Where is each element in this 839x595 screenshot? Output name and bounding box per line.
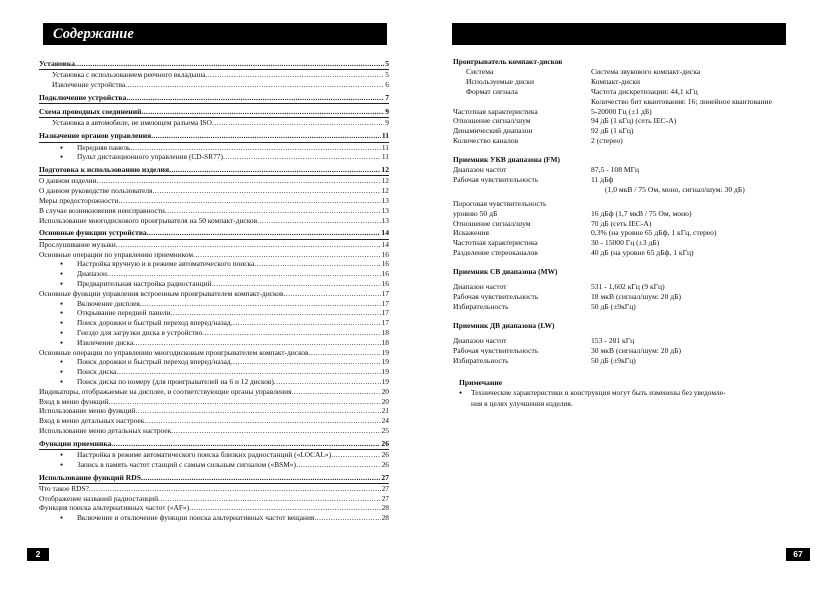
- toc-page-number: 11: [381, 152, 389, 162]
- toc-entry: [39, 206, 389, 216]
- fm-spec-list: [453, 165, 813, 185]
- toc-entry: [39, 240, 389, 250]
- spec-label-text: Количество каналов: [453, 136, 519, 146]
- spec-label: [453, 87, 591, 97]
- spec-label-text: Используемые диски: [466, 76, 535, 86]
- toc-page-number: 11: [381, 131, 389, 141]
- dot-leader: [151, 131, 381, 141]
- note-line: [453, 399, 813, 409]
- spec-label-text: Диапазон частот: [453, 282, 507, 292]
- toc-entry-text: Основные функции управления встроенным проигрывателем компакт-дисков: [39, 288, 284, 298]
- spacer: [453, 365, 813, 377]
- spec-label-text: Формат сигнала: [466, 86, 518, 96]
- toc-entry-text: Функции приемника: [39, 438, 112, 448]
- dot-leader: [89, 484, 381, 494]
- mw-section-heading: Приемник СВ диапазона (MW): [453, 267, 558, 277]
- toc-page-number: 28: [381, 513, 389, 523]
- fm-sensitivity-continuation: (1,0 мкВ / 75 Ом, моно, сигнал/шум: 30 дБ): [605, 184, 745, 194]
- toc-entry: [39, 118, 389, 128]
- dot-leader: [189, 503, 381, 513]
- toc-page-number: 5: [385, 70, 389, 80]
- toc-entry: [39, 269, 389, 279]
- dot-leader: [141, 473, 380, 483]
- spec-value: 5-20000 Гц (±1 дБ): [591, 106, 652, 116]
- toc-entry-text: ● Включение дисплея: [62, 299, 140, 309]
- toc-entry: [39, 80, 389, 90]
- specs-title-bar: [452, 23, 786, 45]
- toc-page-number: 11: [381, 142, 389, 152]
- toc-entry: [39, 143, 389, 153]
- toc-entry-text: ● Поиск дорожки и быстрый переход вперед/назад: [62, 357, 231, 367]
- dot-leader: [118, 196, 380, 206]
- spec-row: [453, 282, 813, 292]
- spec-row: [453, 165, 813, 175]
- bullet-icon: ●: [459, 391, 463, 397]
- note-text-2: ния в целях улучшения изделия.: [471, 399, 573, 409]
- toc-page-number: 16: [381, 249, 389, 259]
- toc-entry-text: Назначение органов управления: [39, 131, 152, 141]
- spec-value: 94 дБ (1 кГц) (сеть IEC-A): [591, 116, 677, 126]
- spec-value: 50 дБ (±9кГц): [591, 355, 636, 365]
- dot-leader: [292, 387, 381, 397]
- spec-value: 0,3% (на уровне 65 дБф, 1 кГц, стерео): [591, 228, 717, 238]
- dot-leader: [202, 328, 380, 338]
- toc-page-number: 24: [381, 416, 389, 426]
- spec-label-text: Диапазон частот: [453, 165, 507, 175]
- toc-entry: [39, 348, 389, 358]
- dot-leader: [125, 80, 384, 90]
- spec-value: Количество бит квантования: 16; линейное квантование: [591, 96, 772, 106]
- toc-page-number: 28: [381, 503, 389, 513]
- spec-row: [453, 219, 813, 229]
- dot-leader: [231, 318, 381, 328]
- spec-value: 40 дБ (на уровне 65 дБф, 1 кГц): [591, 248, 694, 258]
- toc-entry: [39, 176, 389, 186]
- toc-page-number: 16: [381, 259, 389, 269]
- toc-page-number: 9: [385, 107, 389, 117]
- toc-page-number: 14: [381, 239, 389, 249]
- toc-entry-text: Вход в меню функций: [39, 396, 109, 406]
- toc-section: [39, 59, 389, 69]
- spec-row: [453, 77, 813, 87]
- toc-entry: [39, 503, 389, 513]
- spec-label: [453, 136, 591, 146]
- right-page: [420, 0, 839, 595]
- spec-row: [453, 228, 813, 238]
- spec-label-text: Отношение сигнал/шум: [453, 116, 531, 126]
- spec-row: [453, 336, 813, 346]
- toc-page-number: 19: [381, 347, 389, 357]
- dot-leader: [171, 426, 380, 436]
- cd-spec-list: [453, 67, 813, 146]
- dot-leader: [296, 460, 381, 470]
- dot-leader: [308, 348, 380, 358]
- toc-entry-text: В случае возникновения неисправности: [39, 205, 165, 215]
- spec-row: [453, 356, 813, 366]
- toc-entry: [39, 279, 389, 289]
- toc-entry-text: ● Передняя панель: [62, 143, 130, 153]
- section-rule: [39, 103, 389, 104]
- toc-section: [39, 228, 389, 238]
- spec-value: 50 дБ (±9кГц): [591, 301, 636, 311]
- dot-leader: [136, 406, 381, 416]
- toc-entry-text: Использование многодискового проигрывателя на 50 компакт-дисков: [39, 215, 258, 225]
- toc-entry-text: ● Предварительная настройка радиостанций: [62, 279, 211, 289]
- toc-entry: [39, 196, 389, 206]
- spec-row: [453, 97, 813, 107]
- dot-leader: [75, 59, 384, 69]
- dot-leader: [257, 216, 381, 226]
- toc-entry: [39, 426, 389, 436]
- dot-leader: [152, 186, 380, 196]
- spec-label: [453, 175, 591, 185]
- spec-label-text: Избирательность: [453, 301, 509, 311]
- dot-leader: [331, 450, 381, 460]
- dot-leader: [211, 279, 380, 289]
- toc-entry: [39, 318, 389, 328]
- toc-entry-text: ● Пульт дистанционного управления (CD-SR77): [62, 152, 223, 162]
- spec-value: Частота дискретизации: 44,1 кГц: [591, 86, 698, 96]
- dot-leader: [274, 377, 381, 387]
- dot-leader: [212, 118, 384, 128]
- toc-entry-text: Что такое RDS?: [39, 483, 89, 493]
- toc-entry-text: ● Извлечение диска: [62, 338, 133, 348]
- spec-label-text: Рабочая чувствительность: [453, 292, 539, 302]
- toc-entry-text: Меры предосторожности: [39, 196, 119, 206]
- toc-entry-text: Подключение устройства: [39, 92, 127, 102]
- toc-entry-text: Прослушивание музыки: [39, 239, 116, 249]
- spec-row: [453, 302, 813, 312]
- spec-label: [453, 336, 591, 346]
- spec-value: Компакт-диски: [591, 76, 641, 86]
- spec-label: [453, 67, 591, 77]
- toc-page-number: 18: [381, 327, 389, 337]
- spec-value: 70 дБ (сеть IEC-A): [591, 218, 652, 228]
- toc-page-number: 20: [381, 386, 389, 396]
- spec-row: [453, 209, 813, 219]
- toc-entry-text: Установка: [39, 59, 75, 68]
- toc-entry-text: ● Запись в память частот станций с самым сильным сигналом («BSM»): [62, 460, 296, 470]
- spec-label-text: Отношение сигнал/шум: [453, 218, 531, 228]
- spec-row: [453, 67, 813, 77]
- toc-entry-text: О данном изделии: [39, 176, 97, 186]
- spec-row: [453, 175, 813, 185]
- dot-leader: [205, 70, 384, 80]
- dot-leader: [97, 176, 381, 186]
- toc-entry-text: ● Включение и отключение функции поиска альтернативных частот вещания: [62, 513, 314, 523]
- toc-page-number: 26: [381, 449, 389, 459]
- spec-label: [453, 165, 591, 175]
- toc-entry-text: ● Открывание передней панели: [62, 308, 171, 318]
- toc-page-number: 16: [381, 269, 389, 279]
- spec-value: 18 мкВ (сигнал/шум: 20 дБ): [591, 292, 682, 302]
- toc-entry: [39, 460, 389, 470]
- toc-page-number: 20: [381, 396, 389, 406]
- dot-leader: [314, 513, 380, 523]
- toc-entry: [39, 152, 389, 162]
- fm-spec-list-2: [453, 209, 813, 258]
- toc-entry: [39, 367, 389, 377]
- spacer: [453, 146, 813, 154]
- toc-page-number: 6: [385, 80, 389, 90]
- toc-entry-text: Извлечение устройства: [52, 80, 126, 90]
- spec-row: [453, 292, 813, 302]
- toc-entry: [39, 259, 389, 269]
- spec-label: [453, 302, 591, 312]
- toc-entry: [39, 328, 389, 338]
- spec-label: [453, 248, 591, 258]
- toc-page-number: 12: [381, 165, 389, 175]
- spec-label-text: Частотная характеристика: [453, 238, 538, 248]
- spec-label-text: Система: [466, 67, 494, 76]
- spec-row: [453, 248, 813, 258]
- toc-entry: [39, 70, 389, 80]
- toc-entry-text: ● Настройка в режиме автоматического поиска близких радиостанций («LOCAL»): [62, 450, 331, 460]
- dot-leader: [283, 289, 380, 299]
- dot-leader: [107, 269, 381, 279]
- toc-entry: [39, 289, 389, 299]
- toc-entry-text: Основные функции устройства: [39, 228, 147, 238]
- spec-label: [453, 97, 591, 107]
- spec-value: 2 (стерео): [591, 136, 623, 146]
- toc-section: [39, 473, 389, 483]
- toc-entry: [39, 406, 389, 416]
- spec-row: [453, 136, 813, 146]
- spec-label-text: Разделение стереоканалов: [453, 248, 538, 258]
- toc-entry: [39, 377, 389, 387]
- spec-label-text: Диапазон частот: [453, 335, 507, 345]
- spec-label-text: Искажения: [453, 228, 489, 238]
- toc-page-number: 17: [381, 308, 389, 318]
- toc-entry: [39, 357, 389, 367]
- spec-label: [453, 107, 591, 117]
- toc-entry: [39, 308, 389, 318]
- toc-page-number: 18: [381, 337, 389, 347]
- spec-label-text: уровню 50 дБ: [453, 208, 498, 218]
- fm-section-heading: Приемник УКВ диапазона (FM): [453, 155, 560, 165]
- spec-label-text: Избирательность: [453, 355, 509, 365]
- toc-entry-text: Индикаторы, отображаемые на дисплее, и соответствующие органы управления: [39, 386, 292, 396]
- toc-page-number: 17: [381, 318, 389, 328]
- spec-value: 30 - 15000 Гц (±3 дБ): [591, 238, 660, 248]
- spec-label-text: Рабочая чувствительность: [453, 175, 539, 185]
- spec-row: [453, 116, 813, 126]
- toc-page-number: 12: [381, 176, 389, 186]
- toc-entry-text: О данном руководстве пользователя: [39, 186, 153, 196]
- spacer: [453, 312, 813, 320]
- toc-page-number: 17: [381, 298, 389, 308]
- dot-leader: [109, 397, 381, 407]
- toc-page-number: 13: [381, 215, 389, 225]
- toc-entry-text: Основные операции по управлению многодисковым проигрывателем компакт-дисков: [39, 347, 309, 357]
- toc-page-number: 14: [381, 228, 389, 238]
- toc-entry-text: Использование меню функций: [39, 406, 136, 416]
- toc-section: [39, 439, 389, 449]
- dot-leader: [147, 228, 381, 238]
- toc-page-number: 27: [381, 493, 389, 503]
- toc-entry: [39, 250, 389, 260]
- toc-entry: [39, 338, 389, 348]
- spec-value: 153 - 281 кГц: [591, 335, 635, 345]
- spec-label: [453, 219, 591, 229]
- spec-label: [453, 292, 591, 302]
- spec-label: [453, 77, 591, 87]
- toc-entry-text: Функция поиска альтернативных частот («AF»): [39, 503, 190, 513]
- dot-leader: [111, 439, 380, 449]
- toc-entry: [39, 416, 389, 426]
- dot-leader: [130, 143, 380, 153]
- dot-leader: [116, 240, 381, 250]
- note-text-1: Технические характеристики и конструкция могут быть изменены без уведомле-: [471, 388, 726, 398]
- dot-leader: [140, 299, 381, 309]
- toc-entry: [39, 484, 389, 494]
- note-heading: Примечание: [459, 378, 503, 388]
- dot-leader: [169, 165, 380, 175]
- toc-section: [39, 93, 389, 103]
- toc-entry-text: Установка в автомобиле, не имеющем разъема ISO: [52, 118, 212, 128]
- spec-label-text: Частотная характеристика: [453, 106, 538, 116]
- toc-page-number: 12: [381, 186, 389, 196]
- toc-page-number: 21: [381, 406, 389, 416]
- toc-page-number: 19: [381, 376, 389, 386]
- toc-page-number: 16: [381, 278, 389, 288]
- toc-entry-text: ● Настройка вручную и в режиме автоматического поиска: [62, 259, 254, 269]
- toc-entry-text: Схема проводных соединений: [39, 107, 142, 117]
- toc-entry: [39, 299, 389, 309]
- toc-entry-text: Основные операции по управлению приемником: [39, 249, 194, 259]
- toc-page-number: 13: [381, 205, 389, 215]
- toc-page-number: 19: [381, 367, 389, 377]
- spec-value: 531 - 1,602 кГц (9 кГц): [591, 282, 665, 292]
- table-of-contents: [39, 56, 389, 523]
- spec-row: [453, 238, 813, 248]
- spec-value: 30 мкВ (сигнал/шум: 20 дБ): [591, 345, 682, 355]
- toc-page-number: 5: [385, 59, 389, 68]
- spacer: [453, 258, 813, 266]
- dot-leader: [133, 338, 380, 348]
- spec-label: [453, 126, 591, 136]
- spec-label: [453, 238, 591, 248]
- spec-value: 16 дБф (1,7 мкВ / 75 Ом, моно): [591, 208, 692, 218]
- toc-entry-text: Установка с использованием реечного вкладыша: [52, 70, 206, 80]
- contents-title-bar: [43, 23, 387, 45]
- toc-entry-text: ● Поиск диска: [62, 367, 116, 377]
- toc-entry-text: ● Поиск дорожки и быстрый переход вперед/назад: [62, 318, 231, 328]
- spec-value: Система звукового компакт-диска: [591, 67, 701, 76]
- toc-page-number: 13: [381, 196, 389, 206]
- toc-section: [39, 165, 389, 175]
- toc-page-number: 26: [381, 459, 389, 469]
- dot-leader: [158, 494, 381, 504]
- toc-page-number: 26: [381, 438, 389, 448]
- spec-label: [453, 282, 591, 292]
- spec-value: 11 дБф: [591, 175, 614, 185]
- spec-label-text: Динамический диапазон: [453, 126, 533, 136]
- toc-entry-text: ● Гнездо для загрузки диска в устройство: [62, 328, 202, 338]
- toc-section: [39, 107, 389, 117]
- dot-leader: [171, 308, 381, 318]
- toc-page-number: 25: [381, 425, 389, 435]
- spec-label: [453, 228, 591, 238]
- toc-entry-text: Отображение названий радиостанций: [39, 493, 159, 503]
- dot-leader: [223, 152, 381, 162]
- spec-value: 87,5 - 108 МГц: [591, 165, 640, 175]
- dot-leader: [231, 357, 381, 367]
- spec-label: [453, 209, 591, 219]
- lw-section-heading: Приемник ДВ диапазона (LW): [453, 320, 555, 330]
- spec-label-text: Рабочая чувствительность: [453, 345, 539, 355]
- toc-entry-text: ● Диапазон: [62, 269, 107, 279]
- toc-page-number: 17: [381, 288, 389, 298]
- spec-label: [453, 356, 591, 366]
- lw-spec-list: [453, 336, 813, 366]
- mw-spec-list: [453, 282, 813, 312]
- dot-leader: [193, 250, 381, 260]
- toc-entry: [39, 494, 389, 504]
- spec-row: [453, 107, 813, 117]
- toc-page-number: 27: [381, 472, 389, 482]
- spec-label: [453, 346, 591, 356]
- dot-leader: [254, 259, 380, 269]
- dot-leader: [116, 367, 380, 377]
- spec-label: [453, 116, 591, 126]
- cd-section-heading: Проигрыватель компакт-дисков: [453, 57, 563, 66]
- spec-value: 92 дБ (1 кГц): [591, 126, 634, 136]
- toc-entry-text: Подготовка к использованию изделия: [39, 165, 170, 175]
- toc-entry-text: Использование меню детальных настроек: [39, 425, 172, 435]
- toc-entry-text: Вход в меню детальных настроек: [39, 416, 145, 426]
- spec-row: [453, 346, 813, 356]
- note-line: [453, 388, 813, 399]
- toc-entry: [39, 450, 389, 460]
- fm-threshold-label-row: Пороговая чувствительность: [453, 198, 547, 208]
- toc-page-number: 19: [381, 357, 389, 367]
- spec-row: [453, 126, 813, 136]
- toc-page-number: 9: [385, 118, 389, 128]
- toc-entry: [39, 387, 389, 397]
- toc-entry-text: ● Поиск диска по номеру (для проигрывателей на 6 и 12 дисков): [62, 377, 274, 387]
- toc-entry: [39, 513, 389, 523]
- spec-row: [453, 87, 813, 97]
- toc-entry-text: Использование функций RDS: [39, 472, 141, 482]
- contents-title: Содержание: [53, 26, 134, 42]
- toc-entry: [39, 397, 389, 407]
- toc-entry: [39, 186, 389, 196]
- page-number-left: 2: [27, 548, 49, 561]
- toc-page-number: 7: [385, 92, 389, 102]
- dot-leader: [141, 107, 384, 117]
- toc-page-number: 27: [381, 483, 389, 493]
- page-number-right: 67: [786, 548, 810, 561]
- dot-leader: [165, 206, 381, 216]
- dot-leader: [144, 416, 380, 426]
- dot-leader: [126, 93, 384, 103]
- specifications: [453, 56, 813, 409]
- toc-entry: [39, 216, 389, 226]
- toc-section: [39, 131, 389, 141]
